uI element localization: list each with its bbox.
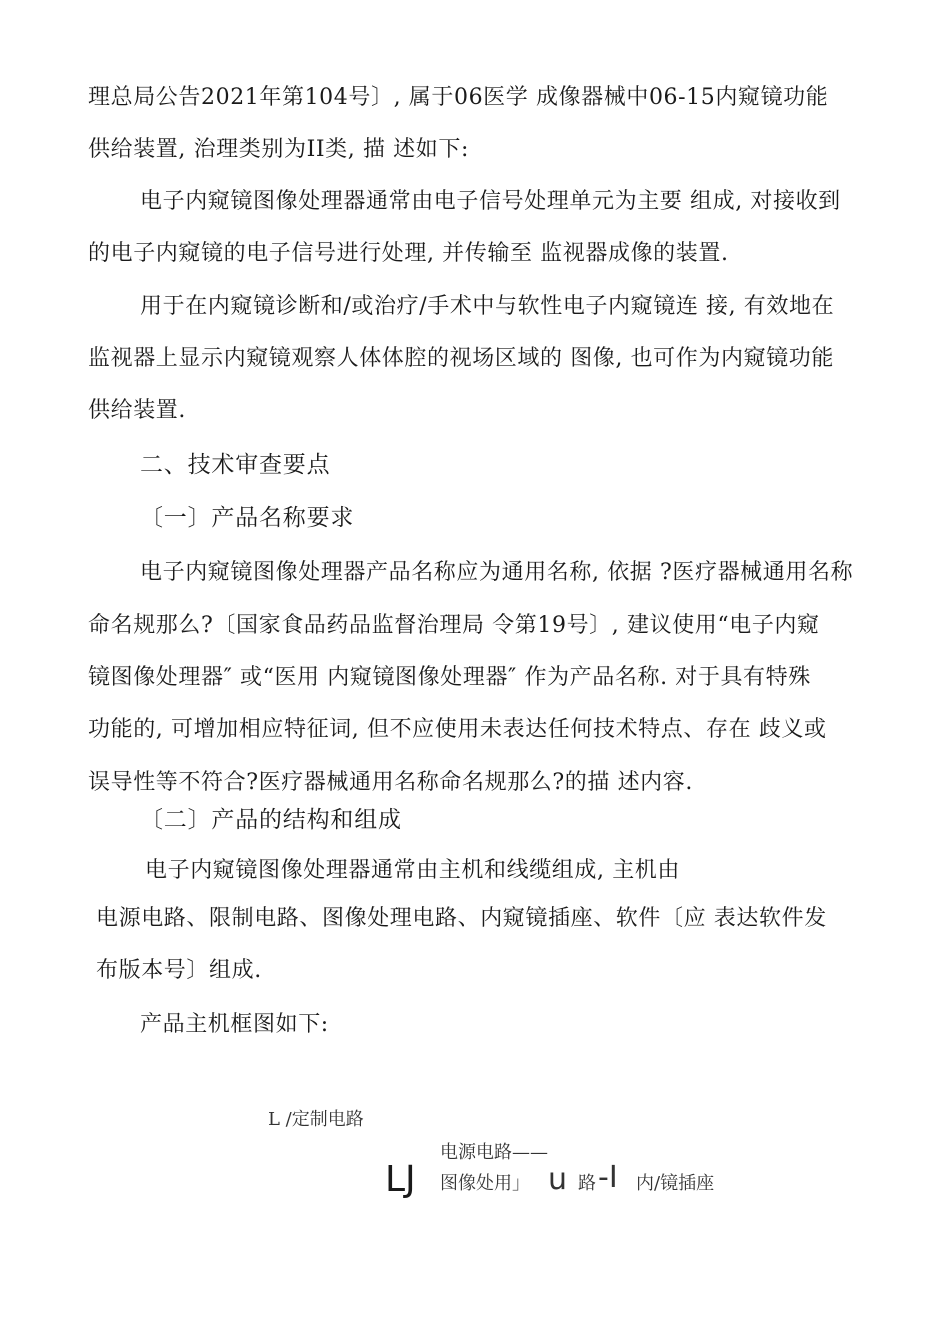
paragraph-line: 误导性等不符合?医疗器械通用名称命名规那么?的描 述内容.	[88, 770, 693, 795]
paragraph-line: 电子内窥镜图像处理器通常由电子信号处理单元为主要 组成, 对接收到	[140, 189, 841, 214]
paragraph-line: 产品主机框图如下:	[140, 1012, 329, 1037]
paragraph-line: 镜图像处理器″ 或“医用 内窥镜图像处理器″ 作为产品名称. 对于具有特殊	[88, 665, 811, 690]
diagram-label-power-circuit: 电源电路——	[440, 1142, 548, 1163]
paragraph-line: 电源电路、限制电路、图像处理电路、内窥镜插座、软件〔应 表达软件发	[96, 906, 827, 931]
diagram-arrow-glyph: -I	[598, 1160, 618, 1195]
paragraph-line: 功能的, 可增加相应特征词, 但不应使用未表达任何技术特点、存在 歧义或	[88, 717, 827, 742]
paragraph-line: 命名规那么?〔国家食品药品监督治理局 令第19号〕, 建议使用“电子内窥	[88, 613, 820, 638]
paragraph-line: 的电子内窥镜的电子信号进行处理, 并传输至 监视器成像的装置.	[88, 241, 729, 266]
paragraph-line: 供给装置.	[88, 398, 186, 423]
paragraph-line: 监视器上显示内窥镜观察人体体腔的视场区域的 图像, 也可作为内窥镜功能	[88, 346, 834, 371]
diagram-label-control-circuit: L /定制电路	[268, 1109, 364, 1130]
diagram-label-image-processing: 图像处用」	[440, 1173, 530, 1194]
paragraph-line: 布版本号〕组成.	[96, 958, 262, 983]
paragraph-line: 电子内窥镜图像处理器产品名称应为通用名称, 依据 ?医疗器械通用名称	[140, 560, 854, 585]
section-heading: 二、技术审查要点	[140, 452, 331, 478]
diagram-label-scope-socket: 内/镜插座	[636, 1173, 715, 1194]
diagram-bracket-glyph: LJ	[385, 1159, 416, 1200]
subsection-heading: 〔二〕产品的结构和组成	[140, 807, 402, 833]
diagram-connector-glyph: u	[548, 1162, 568, 1197]
diagram-label-circuit: 路	[578, 1173, 596, 1194]
paragraph-line: 供给装置, 治理类别为II类, 描 述如下:	[88, 137, 469, 162]
paragraph-line: 理总局公告2021年第104号〕, 属于06医学 成像器械中06-15内窥镜功能	[88, 85, 829, 110]
paragraph-line: 电子内窥镜图像处理器通常由主机和线缆组成, 主机由	[145, 858, 680, 883]
subsection-heading: 〔一〕产品名称要求	[140, 505, 355, 531]
paragraph-line: 用于在内窥镜诊断和/或治疗/手术中与软性电子内窥镜连 接, 有效地在	[140, 294, 835, 319]
